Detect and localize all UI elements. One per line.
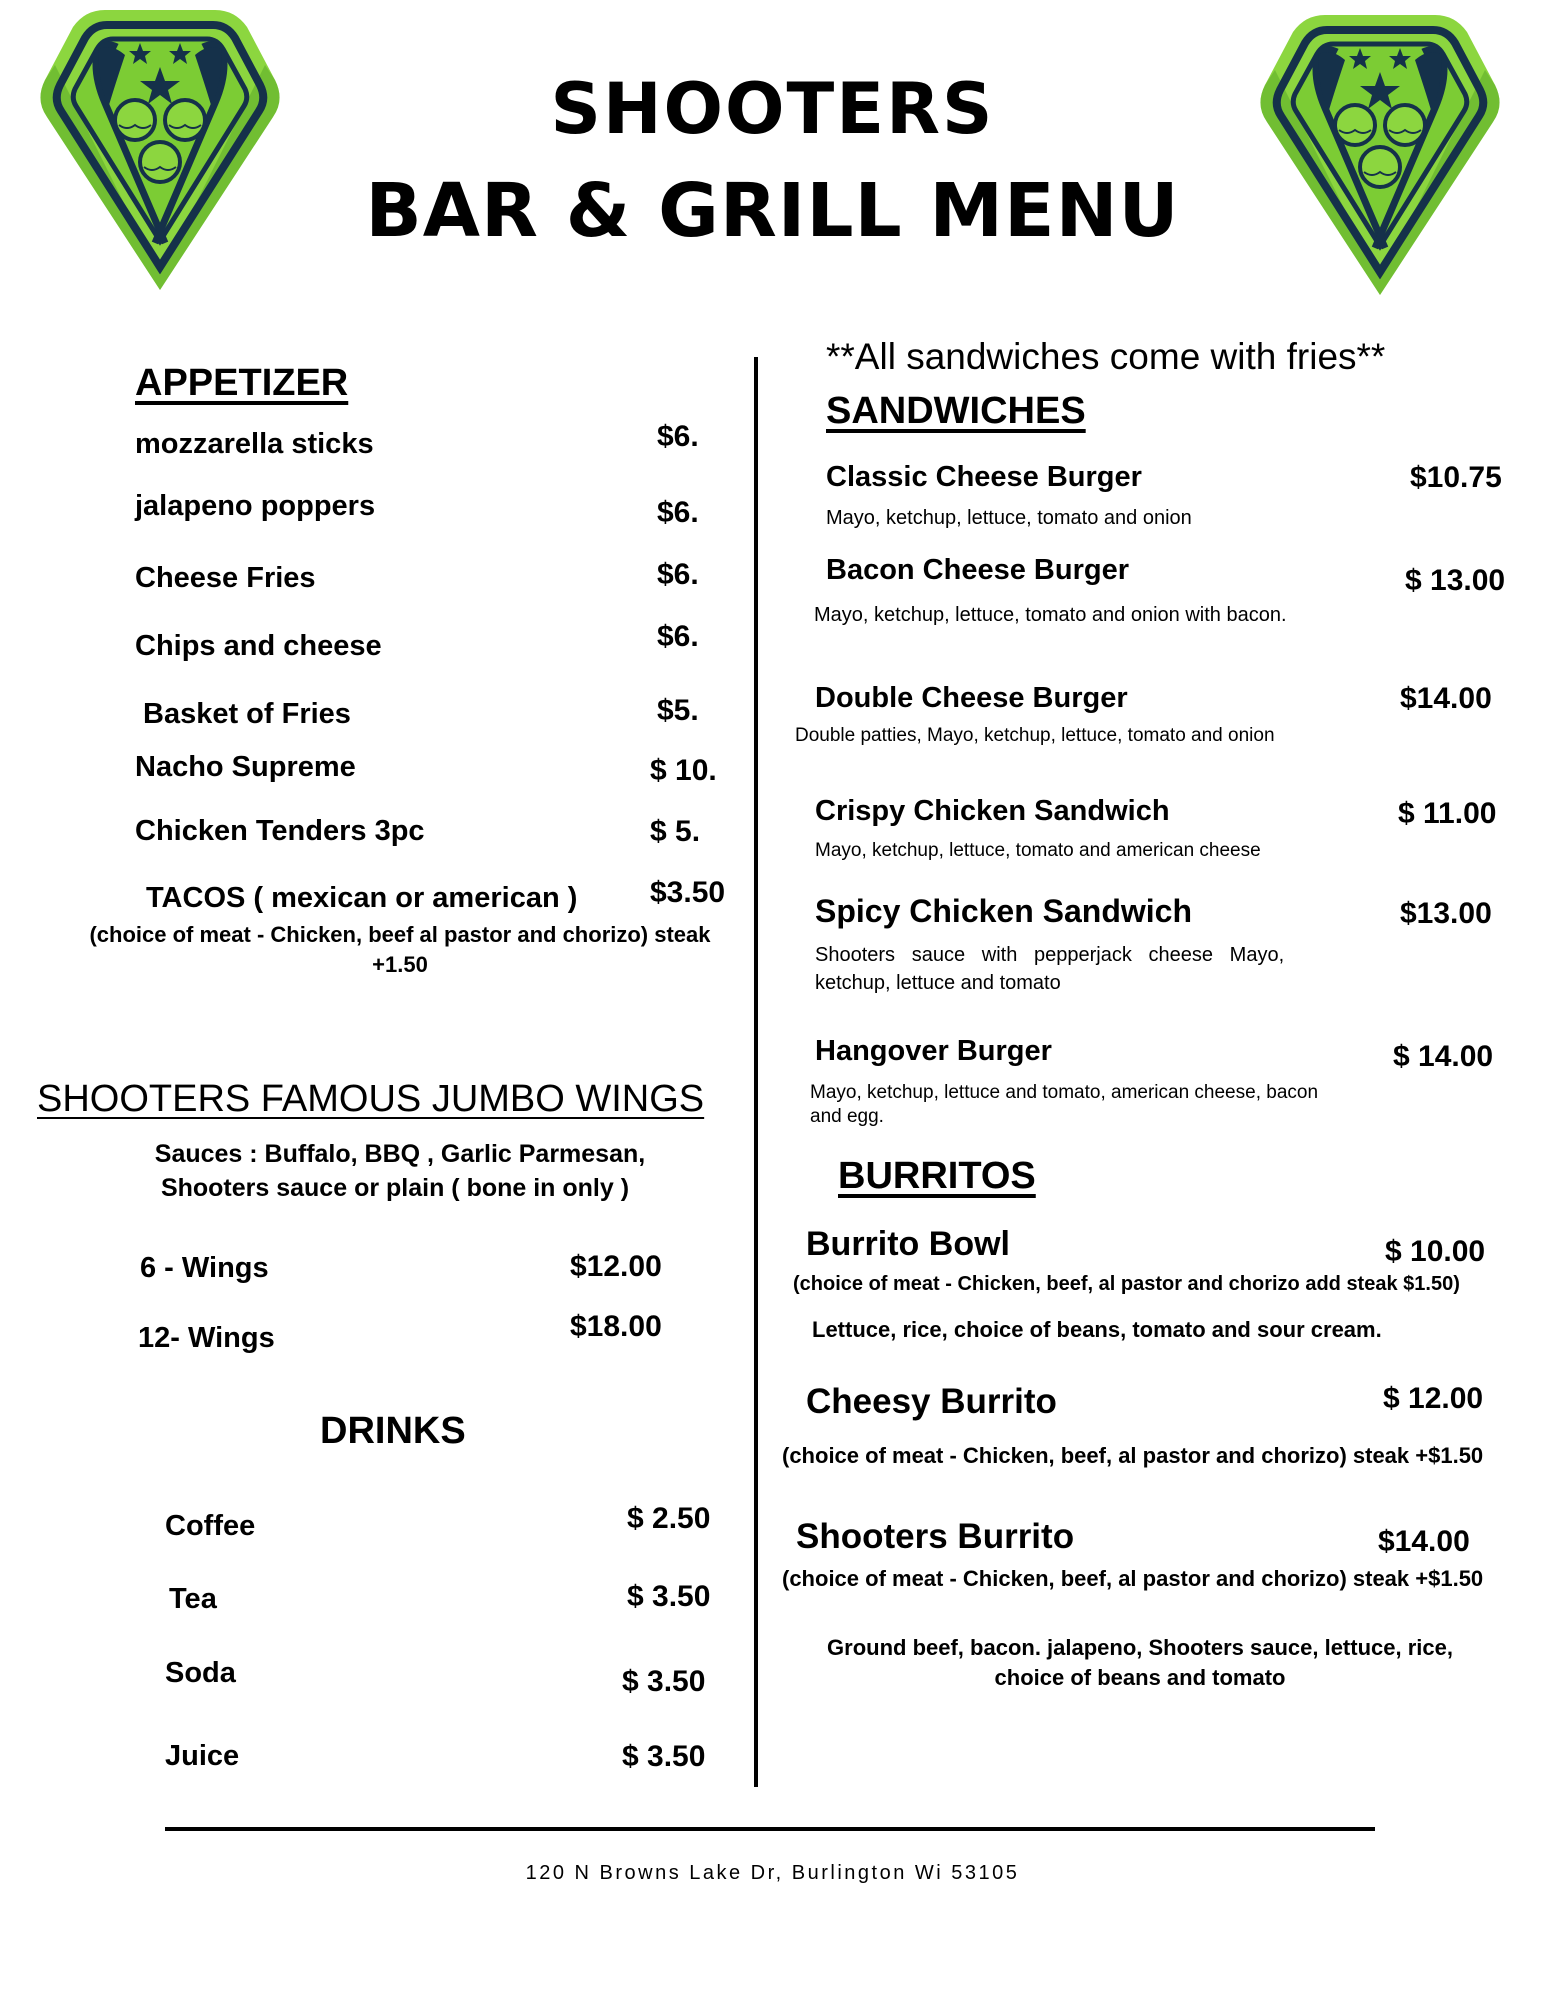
- burrito-item-desc-cont: choice of beans and tomato: [994, 1665, 1286, 1690]
- sandwich-item-price: $13.00: [1400, 897, 1492, 930]
- wings-sauces: Sauces : Buffalo, BBQ , Garlic Parmesan,: [154, 1140, 646, 1168]
- sandwich-item-name: Spicy Chicken Sandwich: [815, 893, 1192, 929]
- wings-item-price: $12.00: [570, 1250, 662, 1283]
- sandwich-item-desc: Mayo, ketchup, lettuce, tomato and onion: [826, 507, 1192, 529]
- drinks-heading: DRINKS: [320, 1410, 466, 1452]
- burrito-item-name: Shooters Burrito: [796, 1517, 1075, 1556]
- appetizer-item-price: $5.: [657, 694, 699, 727]
- sandwich-item-name: Double Cheese Burger: [815, 682, 1128, 714]
- sandwich-item-desc: Shooters sauce with pepperjack cheese Mayo,: [815, 944, 1285, 966]
- burrito-item-price: $ 12.00: [1383, 1382, 1484, 1415]
- footer-rule: [165, 1827, 1375, 1831]
- burrito-item-name: Cheesy Burrito: [806, 1382, 1057, 1421]
- tacos-description-cont: +1.50: [372, 952, 428, 977]
- burrito-item-price: $ 10.00: [1385, 1235, 1486, 1268]
- sandwiches-note: **All sandwiches come with fries**: [826, 336, 1386, 377]
- sandwich-item-price: $ 14.00: [1393, 1040, 1494, 1073]
- appetizer-item-name: Cheese Fries: [135, 562, 316, 594]
- burrito-item-desc: Lettuce, rice, choice of beans, tomato and sour cream.: [812, 1317, 1382, 1342]
- sandwich-item-price: $ 11.00: [1398, 797, 1497, 830]
- sandwich-item-price: $ 13.00: [1405, 564, 1506, 597]
- appetizer-item-name: mozzarella sticks: [135, 428, 374, 460]
- appetizer-item-price: $6.: [657, 620, 699, 653]
- burrito-item-price: $14.00: [1378, 1525, 1470, 1558]
- sandwich-item-name: Bacon Cheese Burger: [826, 554, 1129, 586]
- sandwich-item-name: Crispy Chicken Sandwich: [815, 795, 1170, 827]
- appetizer-item-price: $ 10.: [650, 754, 717, 787]
- sandwich-item-name: Classic Cheese Burger: [826, 461, 1142, 493]
- appetizer-item-price: $6.: [657, 496, 699, 529]
- drink-item-price: $ 3.50: [627, 1580, 711, 1613]
- wings-item-name: 6 - Wings: [140, 1252, 269, 1284]
- menu-title-line2: BAR & GRILL MENU: [365, 168, 1180, 254]
- drink-item-name: Tea: [169, 1583, 217, 1615]
- drink-item-name: Coffee: [165, 1510, 256, 1542]
- burrito-item-desc: Ground beef, bacon. jalapeno, Shooters sauce, lettuce, rice,: [827, 1635, 1453, 1660]
- burritos-heading: BURRITOS: [838, 1155, 1036, 1197]
- tacos-description: (choice of meat - Chicken, beef al pastor and chorizo) steak: [89, 922, 711, 947]
- appetizer-item-name: Nacho Supreme: [135, 751, 356, 783]
- sandwich-item-desc: Double patties, Mayo, ketchup, lettuce, tomato and onion: [795, 725, 1275, 746]
- column-divider: [754, 357, 758, 1787]
- appetizer-item-name: Chicken Tenders 3pc: [135, 815, 425, 847]
- sandwich-item-desc: Mayo, ketchup, lettuce, tomato and onion with bacon.: [814, 604, 1287, 626]
- sandwich-item-desc: Mayo, ketchup, lettuce, tomato and american cheese: [815, 840, 1261, 861]
- appetizer-item-name: TACOS ( mexican or american ): [146, 882, 578, 914]
- appetizer-heading: APPETIZER: [135, 362, 349, 404]
- burrito-item-meat: (choice of meat - Chicken, beef, al pastor and chorizo add steak $1.50): [793, 1273, 1460, 1295]
- footer-address: 120 N Browns Lake Dr, Burlington Wi 53105: [525, 1862, 1020, 1884]
- menu-title-line1: SHOOTERS: [550, 68, 995, 150]
- appetizer-item-name: Chips and cheese: [135, 630, 382, 662]
- sandwich-item-desc: Mayo, ketchup, lettuce and tomato, american cheese, bacon: [810, 1082, 1319, 1103]
- wings-item-price: $18.00: [570, 1310, 662, 1343]
- appetizer-item-price: $3.50: [650, 876, 726, 909]
- drink-item-name: Juice: [165, 1740, 240, 1772]
- appetizer-item-name: jalapeno poppers: [135, 490, 376, 522]
- appetizer-item-price: $6.: [657, 420, 699, 453]
- sandwich-item-price: $14.00: [1400, 682, 1492, 715]
- appetizer-item-price: $6.: [657, 558, 699, 591]
- wings-heading: SHOOTERS FAMOUS JUMBO WINGS: [37, 1078, 705, 1120]
- appetizer-item-price: $ 5.: [650, 815, 701, 848]
- burrito-item-name: Burrito Bowl: [806, 1225, 1010, 1263]
- appetizer-item-name: Basket of Fries: [143, 698, 351, 730]
- sandwich-item-desc-cont: ketchup, lettuce and tomato: [815, 972, 1061, 994]
- burrito-item-meat: (choice of meat - Chicken, beef, al pastor and chorizo) steak +$1.50: [782, 1443, 1484, 1468]
- drink-item-name: Soda: [165, 1657, 236, 1689]
- golf-crest-logo-right: [1255, 10, 1505, 300]
- wings-sauces-cont: Shooters sauce or plain ( bone in only ): [160, 1174, 630, 1202]
- sandwiches-heading: SANDWICHES: [826, 390, 1086, 432]
- drink-item-price: $ 3.50: [622, 1740, 706, 1773]
- sandwich-item-name: Hangover Burger: [815, 1035, 1052, 1067]
- drink-item-price: $ 3.50: [622, 1665, 706, 1698]
- burrito-item-meat: (choice of meat - Chicken, beef, al pastor and chorizo) steak +$1.50: [782, 1566, 1484, 1591]
- sandwich-item-price: $10.75: [1410, 461, 1502, 494]
- sandwich-item-desc-cont: and egg.: [810, 1106, 884, 1127]
- drink-item-price: $ 2.50: [627, 1502, 711, 1535]
- wings-item-name: 12- Wings: [138, 1322, 275, 1354]
